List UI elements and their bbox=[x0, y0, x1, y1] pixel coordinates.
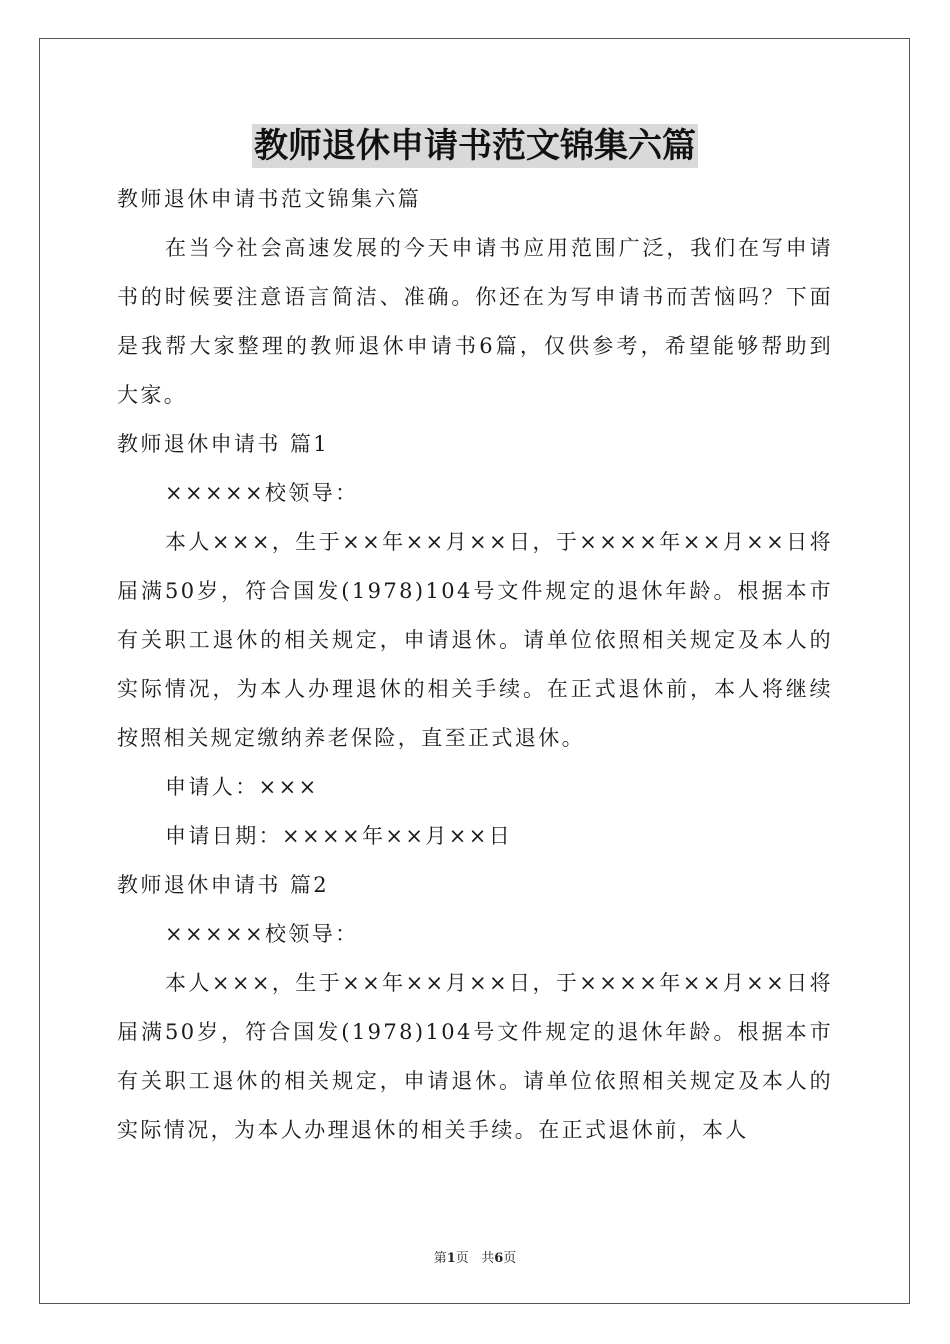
paragraph: 在当今社会高速发展的今天申请书应用范围广泛，我们在写申请书的时候要注意语言简洁、准确。你还在为写申请书而苦恼吗？下面是我帮大家整理的教师退休申请书6篇，仅供参考，希望能够帮助到大家。 bbox=[117, 236, 833, 407]
footer-total-suffix: 页 bbox=[503, 1251, 517, 1266]
title-container bbox=[0, 124, 950, 168]
salutation: ×××××校领导： bbox=[165, 481, 359, 505]
footer-total-pages: 6 bbox=[494, 1251, 504, 1266]
footer-total-prefix: 共 bbox=[481, 1251, 495, 1266]
section-heading: 教师退休申请书 篇2 bbox=[117, 873, 330, 897]
document-title: 教师退休申请书范文锦集六篇 bbox=[254, 126, 696, 166]
footer-page-word: 页 bbox=[455, 1251, 469, 1266]
paragraph: 教师退休申请书范文锦集六篇 bbox=[117, 187, 422, 211]
document-body bbox=[117, 175, 833, 1155]
footer-current-page: 1 bbox=[446, 1251, 456, 1266]
footer-prefix: 第 bbox=[433, 1251, 447, 1266]
date-line: 申请日期：××××年××月××日 bbox=[165, 824, 513, 848]
paragraph: 本人×××，生于××年××月××日，于××××年××月××日将届满50岁，符合国发(1978)104号文件规定的退休年龄。根据本市有关职工退休的相关规定，申请退休。请单位依照相关规定及本人的实际情况，为本人办理退休的相关手续。在正式退休前，本人将继续按照相关规定缴纳养老保险，直至正式退休。 bbox=[117, 530, 833, 750]
paragraph: 本人×××，生于××年××月××日，于××××年××月××日将届满50岁，符合国发(1978)104号文件规定的退休年龄。根据本市有关职工退休的相关规定，申请退休。请单位依照相关规定及本人的实际情况，为本人办理退休的相关手续。在正式退休前，本人 bbox=[117, 971, 833, 1142]
page-footer bbox=[0, 1247, 950, 1266]
applicant-line: 申请人：××× bbox=[165, 775, 319, 799]
section-heading: 教师退休申请书 篇1 bbox=[117, 432, 330, 456]
salutation: ×××××校领导： bbox=[165, 922, 359, 946]
